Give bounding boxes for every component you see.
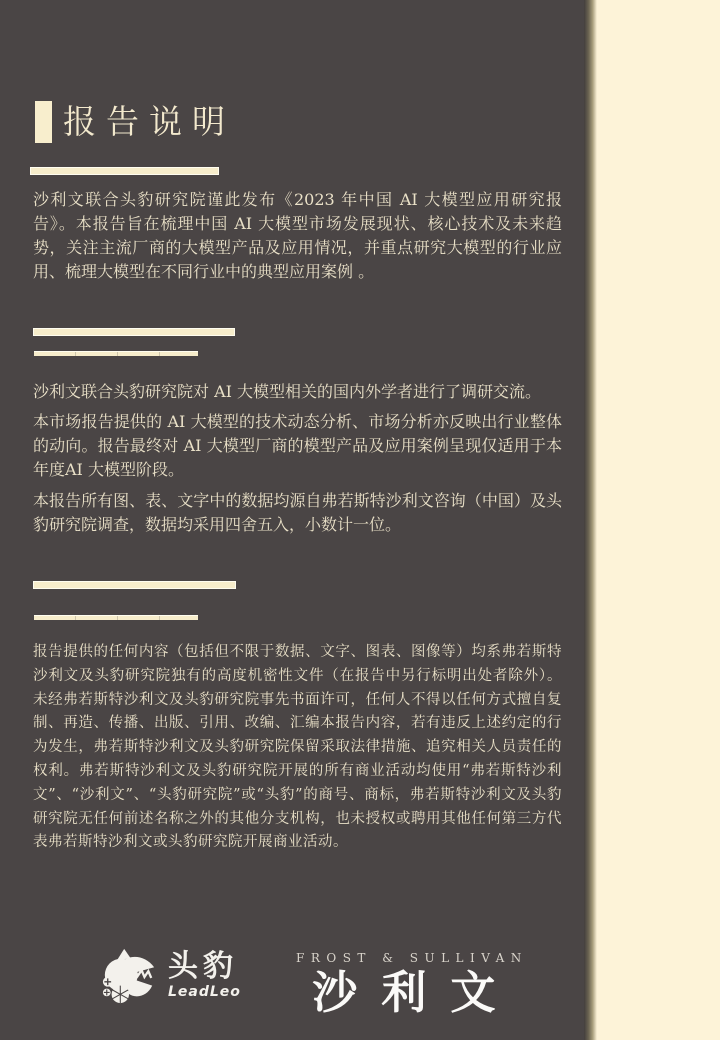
leadleo-wordmark bbox=[168, 949, 241, 1000]
leadleo-en-text: LeadLeo bbox=[168, 984, 241, 1000]
frost-sullivan-cn-text: 沙利文 bbox=[312, 966, 520, 1019]
paragraph-data: 本报告所有图、表、文字中的数据均源自弗若斯特沙利文咨询（中国）及头豹研究院调查，数据均采用四舍五入，小数计一位。 bbox=[33, 491, 562, 534]
leadleo-leopard-icon bbox=[100, 947, 158, 1005]
title-marker-bar bbox=[35, 101, 52, 143]
paragraph-research: 沙利文联合头豹研究院对 AI 大模型相关的国内外学者进行了调研交流。 bbox=[33, 382, 542, 401]
divider-bar-thick-1 bbox=[33, 328, 235, 336]
title-underline bbox=[30, 167, 219, 175]
paragraph-intro: 沙利文联合头豹研究院谨此发布《2023 年中国 AI 大模型应用研究报告》。本报告旨在梳理中国 AI 大模型市场发展现状、核心技术及未来趋势，关注主流厂商的大模型产品及应用情况，并重点研究大模型的行业应用、梳理大模型在不同行业中的典型应用案例 。 bbox=[33, 190, 562, 281]
page-edge-gradient bbox=[584, 0, 597, 1040]
divider-bar-thin-2 bbox=[34, 615, 198, 620]
frost-sullivan-en-text: FROST & SULLIVAN bbox=[296, 951, 528, 965]
leadleo-logo bbox=[100, 947, 241, 1005]
page-title: 报告说明 bbox=[63, 102, 235, 141]
title-block bbox=[35, 101, 235, 143]
divider-bar-thick-2 bbox=[33, 581, 236, 589]
frost-sullivan-logo bbox=[296, 951, 528, 1017]
leadleo-cn-text: 头豹 bbox=[168, 949, 238, 984]
paragraph-market: 本市场报告提供的 AI 大模型的技术动态分析、市场分析亦反映出行业整体的动向。报告最终对 AI 大模型厂商的模型产品及应用案例呈现仅适用于本年度AI 大模型阶段。 bbox=[33, 412, 562, 479]
divider-bar-thin-1 bbox=[34, 351, 198, 356]
paragraph-legal: 报告提供的任何内容（包括但不限于数据、文字、图表、图像等）均系弗若斯特沙利文及头豹研究院独有的高度机密性文件（在报告中另行标明出处者除外）。未经弗若斯特沙利文及头豹研究院事先书面许可，任何人不得以任何方式擅自复制、再造、传播、出版、引用、改编、汇编本报告内容，若有违反上述约定的行为发生，弗若斯特沙利文及头豹研究院保留采取法律措施、追究相关人员责任的权利。弗若斯特沙利文及头豹研究院开展的所有商业活动均使用“弗若斯特沙利文”、“沙利文”、“头豹研究院”或“头豹”的商号、商标，弗若斯特沙利文及头豹研究院无任何前述名称之外的其他分支机构，也未授权或聘用其他任何第三方代表弗若斯特沙利文或头豹研究院开展商业活动。 bbox=[33, 644, 562, 851]
